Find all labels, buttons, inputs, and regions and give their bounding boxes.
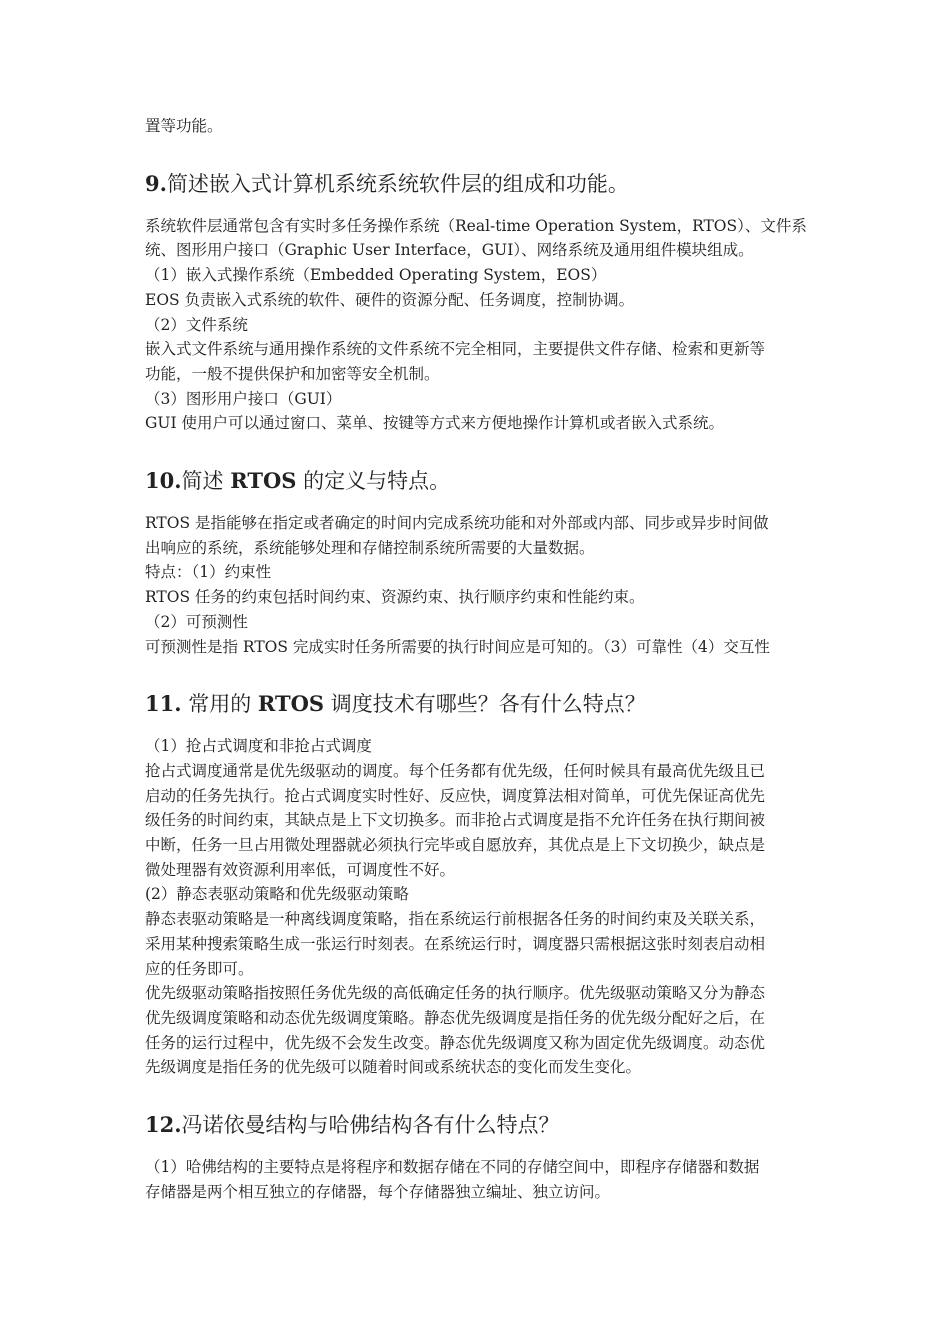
section-11 — [145, 689, 810, 1080]
body-line: 中断，任务一旦占用微处理器就必须执行完毕或自愿放弃，其优点是上下文切换少，缺点是 — [145, 836, 766, 855]
section-number: 11. — [145, 691, 182, 717]
section-title: 简述嵌入式计算机系统系统软件层的组成和功能。 — [166, 171, 629, 196]
body-line: 抢占式调度通常是优先级驱动的调度。每个任务都有优先级，任何时候具有最高优先级且已 — [145, 761, 766, 780]
body-line: （1）哈佛结构的主要特点是将程序和数据存储在不同的存储空间中，即程序存储器和数据 — [145, 1158, 760, 1177]
body-line: GUI 使用户可以通过窗口、菜单、按键等方式来方便地操作计算机或者嵌入式系统。 — [145, 414, 724, 433]
body-line: 功能，一般不提供保护和加密等安全机制。 — [145, 364, 440, 383]
section-title-bold: RTOS — [230, 468, 297, 494]
body-line: 存储器是两个相互独立的存储器，每个存储器独立编址、独立访问。 — [145, 1182, 611, 1201]
section-title-post: 调度技术有哪些？各有什么特点？ — [324, 692, 646, 717]
body-line: （2）可预测性 — [145, 612, 248, 631]
body-line: （1）抢占式调度和非抢占式调度 — [145, 737, 372, 756]
section-title-post: 的定义与特点。 — [296, 469, 451, 494]
section-heading — [145, 689, 810, 719]
body-line: 采用某种搜索策略生成一张运行时刻表。在系统运行时，调度器只需根据这张时刻表启动相 — [145, 934, 766, 953]
section-10 — [145, 466, 810, 659]
body-line: 微处理器有效资源利用率低，可调度性不好。 — [145, 860, 456, 879]
body-line: 系统软件层通常包含有实时多任务操作系统（Real-time Operation System，RTOS）、文件系 — [145, 216, 807, 235]
section-number: 12. — [145, 1112, 182, 1138]
body-line: RTOS 任务的约束包括时间约束、资源约束、执行顺序约束和性能约束。 — [145, 588, 645, 607]
section-heading — [145, 169, 810, 199]
intro-line: 置等功能。 — [145, 117, 223, 135]
body-line: 启动的任务先执行。抢占式调度实时性好、反应快，调度算法相对简单，可优先保证高优先 — [145, 786, 766, 805]
body-line: 优先级调度策略和动态优先级调度策略。静态优先级调度是指任务的优先级分配好之后，在 — [145, 1008, 766, 1027]
body-line: 任务的运行过程中，优先级不会发生改变。静态优先级调度又称为固定优先级调度。动态优 — [145, 1033, 766, 1052]
section-number: 10. — [145, 468, 182, 494]
section-title-pre: 简述 — [181, 469, 231, 494]
body-line: 级任务的时间约束，其缺点是上下文切换多。而非抢占式调度是指不允许任务在执行期间被 — [145, 811, 766, 830]
body-line: 可预测性是指 RTOS 完成实时任务所需要的执行时间应是可知的。（3）可靠性（4）交互性 — [145, 637, 770, 656]
body-line: 先级调度是指任务的优先级可以随着时间或系统状态的变化而发生变化。 — [145, 1058, 642, 1077]
body-line: 出响应的系统，系统能够处理和存储控制系统所需要的大量数据。 — [145, 538, 595, 557]
body-line: 嵌入式文件系统与通用操作系统的文件系统不完全相同，主要提供文件存储、检索和更新等 — [145, 340, 766, 359]
section-12 — [145, 1110, 810, 1204]
body-line: 统、图形用户接口（Graphic User Interface，GUI）、网络系统及通用组件模块组成。 — [145, 241, 754, 260]
section-body — [145, 214, 810, 436]
section-body — [145, 1155, 810, 1204]
section-9 — [145, 169, 810, 436]
body-line: （1）嵌入式操作系统（Embedded Operating System，EOS） — [145, 266, 607, 285]
body-line: 优先级驱动策略指按照任务优先级的高低确定任务的执行顺序。优先级驱动策略又分为静态 — [145, 984, 766, 1003]
body-line: 应的任务即可。 — [145, 959, 254, 978]
body-line: EOS 负责嵌入式系统的软件、硬件的资源分配、任务调度，控制协调。 — [145, 290, 635, 309]
section-title: 冯诺依曼结构与哈佛结构各有什么特点？ — [181, 1113, 560, 1138]
section-heading — [145, 1110, 810, 1140]
section-number: 9. — [145, 170, 167, 196]
section-heading — [145, 466, 810, 496]
body-line: 特点：（1）约束性 — [145, 563, 272, 582]
section-body — [145, 734, 810, 1080]
section-title-pre: 常用的 — [181, 692, 258, 717]
body-line: （3）图形用户接口（GUI） — [145, 389, 342, 408]
section-title-bold: RTOS — [257, 691, 325, 717]
section-body — [145, 511, 810, 659]
body-line: RTOS 是指能够在指定或者确定的时间内完成系统功能和对外部或内部、同步或异步时间做 — [145, 514, 769, 533]
body-line: 静态表驱动策略是一种离线调度策略，指在系统运行前根据各任务的时间约束及关联关系， — [145, 910, 766, 929]
body-line: (2）静态表驱动策略和优先级驱动策略 — [145, 885, 409, 904]
body-line: （2）文件系统 — [145, 315, 248, 334]
